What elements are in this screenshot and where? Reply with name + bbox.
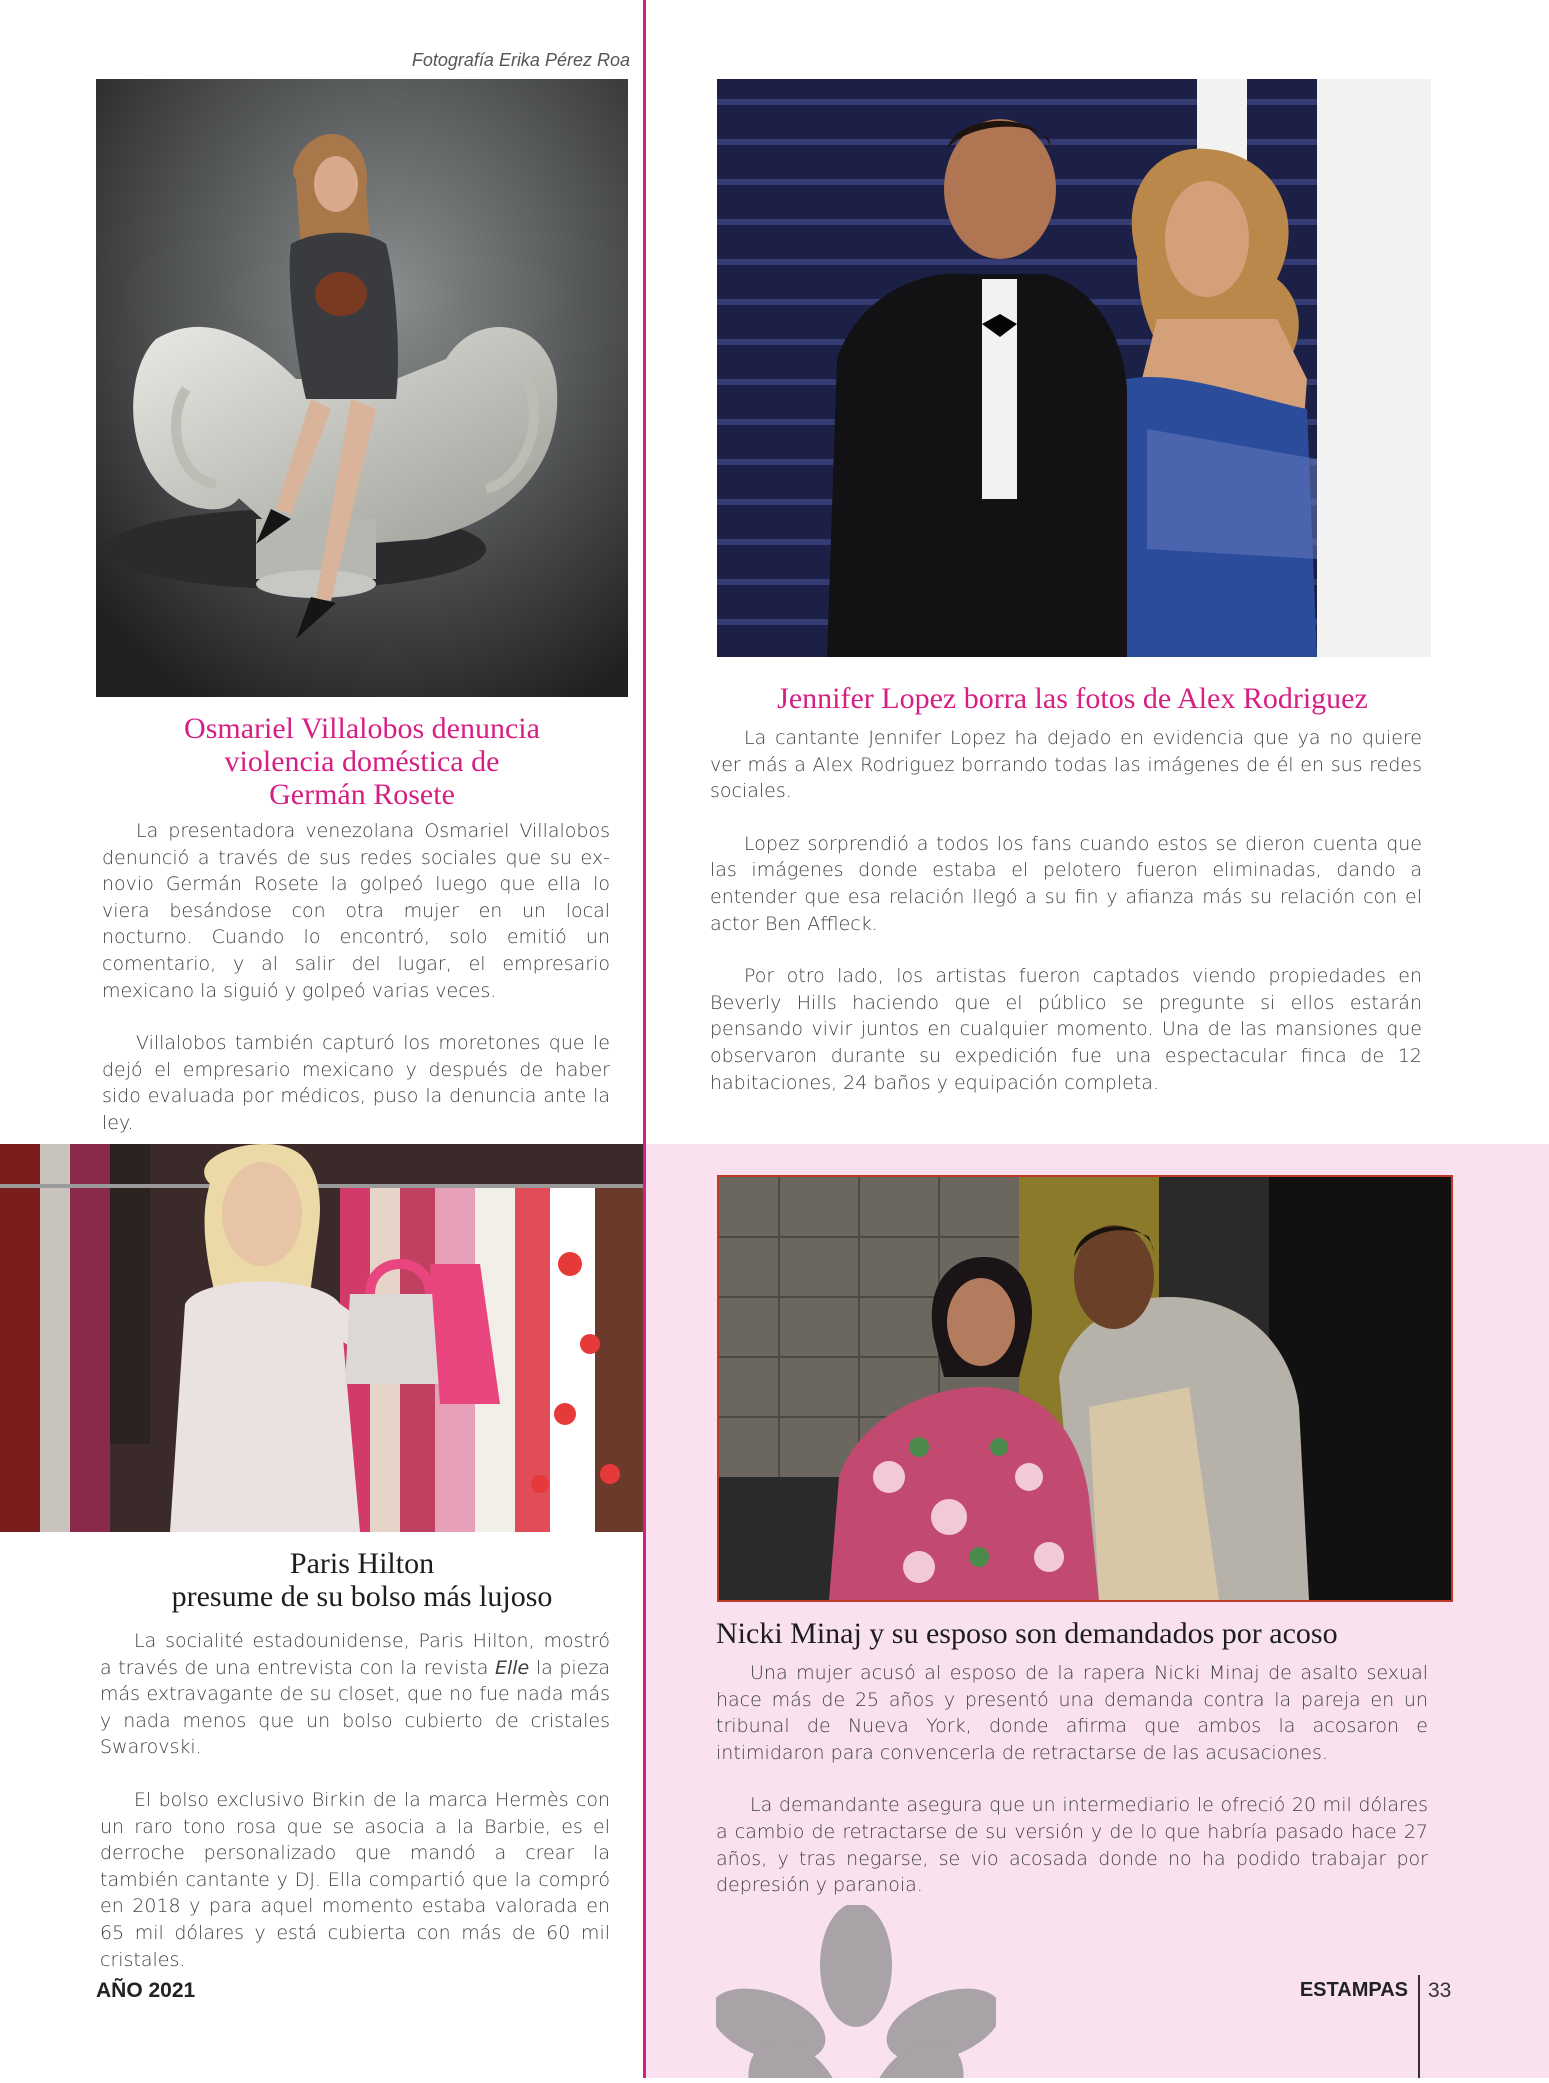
- paris-headline-line-1: Paris Hilton: [289, 1547, 435, 1580]
- nicki-headline: Nicki Minaj y su esposo son demandados por acoso: [716, 1617, 1338, 1650]
- osmariel-headline-line-2: violencia doméstica de: [224, 745, 500, 778]
- nicki-body: [716, 1660, 1428, 1899]
- paris-hilton-photo: [0, 1144, 643, 1532]
- paris-headline-line-2: presume de su bolso más lujoso: [171, 1580, 553, 1613]
- column-divider: [643, 0, 646, 2078]
- osmariel-photo: [96, 79, 628, 697]
- osmariel-headline: [96, 712, 628, 811]
- footer-rule: [1418, 1975, 1420, 2078]
- paris-paragraph: [100, 1628, 610, 1761]
- osmariel-headline-line-3: Germán Rosete: [269, 778, 455, 811]
- photo-credit: Fotografía Erika Pérez Roa: [411, 50, 630, 70]
- elle-magazine-name: Elle: [494, 1656, 530, 1679]
- paris-paragraph: El bolso exclusivo Birkin de la marca Hermès con un raro tono rosa que se asocia a la Barbie, es el derroche personalizado que mandó a crear la también cantante y DJ. Ella compartió que la compró en 2018 y para aquel momento estaba valorada en 65 mil dólares y está cubierta con más de 60 mil cristales.: [100, 1788, 610, 1971]
- osmariel-paragraph: Villalobos también capturó los moretones que le dejó el empresario mexicano y después de haber sido evaluada por médicos, puso la denuncia ante la ley.: [102, 1032, 610, 1134]
- nicki-minaj-photo: [717, 1175, 1453, 1602]
- paris-headline: [96, 1547, 628, 1613]
- jlo-paragraph: Por otro lado, los artistas fueron captados viendo propiedades en Beverly Hills haciendo que el público se pregunte si ellos estarán pensando vivir juntos en cualquier momento. Una de las mansiones que observaron durante su expedición fue una espectacular finca de 12 habitaciones, 24 baños y equipación completa.: [710, 965, 1422, 1094]
- nicki-paragraph: Una mujer acusó al esposo de la rapera Nicki Minaj de asalto sexual hace más de 25 años y presentó una demanda contra la pareja en un tribunal de Nueva York, donde afirma que ambos la acosaron e intimidaron para convencerla de retractarse de las acusaciones.: [716, 1662, 1428, 1764]
- page-number: 33: [1428, 1979, 1452, 2002]
- jlo-paragraph: La cantante Jennifer Lopez ha dejado en evidencia que ya no quiere ver más a Alex Rodriguez borrando todas las imágenes de él en sus redes sociales.: [710, 727, 1422, 803]
- jlo-arod-photo: [717, 79, 1431, 657]
- decorative-flower-icon: [716, 1905, 996, 2078]
- nicki-paragraph: La demandante asegura que un intermediario le ofreció 20 mil dólares a cambio de retractarse de su versión y de lo que habría pasado hace 27 años, y tras negarse, se vio acosada donde no ha podido trabajar por depresión y paranoia.: [716, 1794, 1428, 1897]
- osmariel-paragraph: La presentadora venezolana Osmariel Villalobos denunció a través de sus redes sociales que su ex-novio Germán Rosete la golpeó luego que ella lo viera besándose con otra mujer en un local nocturno. Cuando lo encontró, solo emitió un comentario, y al salir del lugar, el empresario mexicano la siguió y golpeó varias veces.: [102, 820, 610, 1002]
- osmariel-headline-line-1: Osmariel Villalobos denuncia: [184, 712, 540, 745]
- jlo-paragraph: Lopez sorprendió a todos los fans cuando estos se dieron cuenta que las imágenes donde estaba el pelotero fueron eliminadas, dando a entender que esa relación llegó a su fin y afianza más su relación con el actor Ben Affleck.: [710, 832, 1422, 935]
- jlo-body: [710, 725, 1422, 1096]
- paris-p1-before: La socialité estadounidense, Paris Hilton, mostró a través de una entrevista con la revista: [100, 1630, 610, 1679]
- footer-brand: ESTAMPAS: [1299, 1979, 1408, 2001]
- paris-p1-after: la pieza más extravagante de su closet, que no fue nada más y nada menos que un bolso cubierto de cristales Swarovski.: [100, 1656, 610, 1759]
- jlo-headline: Jennifer Lopez borra las fotos de Alex Rodriguez: [777, 682, 1368, 715]
- osmariel-body: [102, 818, 610, 1137]
- footer-year: AÑO 2021: [96, 1979, 196, 2002]
- paris-body: [100, 1628, 610, 1973]
